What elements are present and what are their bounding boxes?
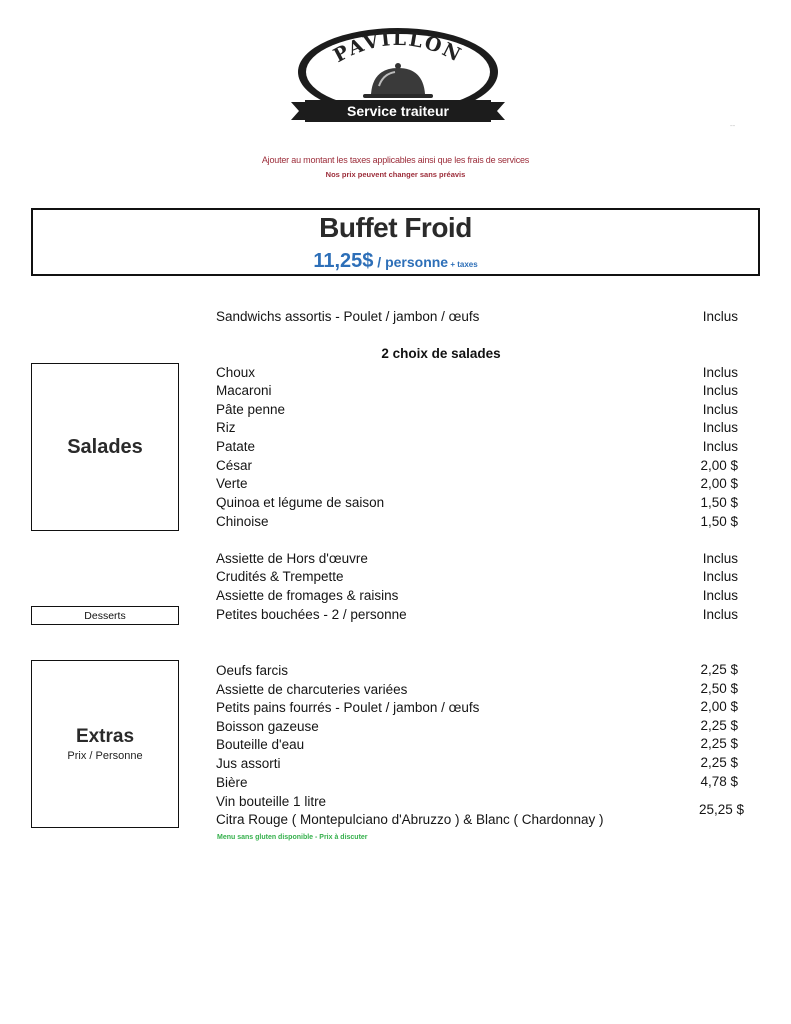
logo-service-text: Service traiteur <box>347 103 449 119</box>
extra-item: Citra Rouge ( Montepulciano d'Abruzzo ) & Blanc ( Chardonnay ) <box>216 812 604 827</box>
included-item-price: Inclus <box>702 569 738 584</box>
extras-section-box <box>31 660 179 828</box>
salad-item-price: 1,50 $ <box>700 514 738 529</box>
extra-item-price: 2,25 $ <box>700 736 738 751</box>
included-item: Assiette de Hors d'œuvre <box>216 551 368 566</box>
menu-item-price: Inclus <box>702 309 738 324</box>
salad-choice-heading: 2 choix de salades <box>381 346 501 361</box>
extra-item-price: 4,78 $ <box>700 774 738 789</box>
salad-item: Quinoa et légume de saison <box>216 495 385 510</box>
desserts-section-label: Desserts <box>84 609 126 622</box>
buffet-price-tax: + taxes <box>448 260 478 269</box>
included-item: Petites bouchées - 2 / personne <box>216 607 407 622</box>
gluten-free-footnote: Menu sans gluten disponible - Prix à discuter <box>217 834 368 841</box>
extra-item: Bouteille d'eau <box>216 737 305 752</box>
extra-item-price: 25,25 $ <box>698 802 744 817</box>
salad-item-price: Inclus <box>702 439 738 454</box>
buffet-price <box>31 250 760 273</box>
salad-item: Choux <box>216 365 256 380</box>
included-item: Crudités & Trempette <box>216 569 344 584</box>
extra-item: Jus assorti <box>216 756 281 771</box>
pavillon-logo <box>287 24 509 136</box>
page-title: Buffet Froid <box>319 212 472 243</box>
extra-item-price: 2,00 $ <box>700 699 738 714</box>
salad-item-price: Inclus <box>702 383 738 398</box>
logo-brand-text: PAVILLON <box>329 27 466 68</box>
included-item-price: Inclus <box>702 588 738 603</box>
salad-item: César <box>216 458 253 473</box>
salad-item-price: 2,00 $ <box>700 458 738 473</box>
extra-item: Assiette de charcuteries variées <box>216 682 408 697</box>
included-item: Assiette de fromages & raisins <box>216 588 399 603</box>
extra-item-price: 2,25 $ <box>700 755 738 770</box>
salad-item: Pâte penne <box>216 402 286 417</box>
price-change-notice: Nos prix peuvent changer sans préavis <box>325 170 466 179</box>
extra-item: Oeufs farcis <box>216 663 289 678</box>
extra-item-price: 2,25 $ <box>700 718 738 733</box>
extras-section-sublabel: Prix / Personne <box>67 750 143 762</box>
salad-item-price: Inclus <box>702 365 738 380</box>
salad-item-price: 1,50 $ <box>700 495 738 510</box>
scan-mark: ˉˉ <box>730 124 736 133</box>
desserts-section-box <box>31 606 179 625</box>
buffet-price-unit: / personne <box>373 254 449 270</box>
extras-section-label: Extras <box>75 726 135 747</box>
salad-item: Chinoise <box>216 514 269 529</box>
extra-item: Vin bouteille 1 litre <box>216 794 327 809</box>
salad-item: Macaroni <box>216 383 272 398</box>
salad-item-price: 2,00 $ <box>700 476 738 491</box>
salad-item-price: Inclus <box>702 420 738 435</box>
extra-item: Boisson gazeuse <box>216 719 319 734</box>
salad-item: Riz <box>216 420 236 435</box>
extra-item: Bière <box>216 775 248 790</box>
salades-section-label: Salades <box>67 435 143 458</box>
salad-item: Verte <box>216 476 248 491</box>
salad-item: Patate <box>216 439 256 454</box>
included-item-price: Inclus <box>702 607 738 622</box>
extra-item-price: 2,50 $ <box>700 681 738 696</box>
extra-item: Petits pains fourrés - Poulet / jambon / œufs <box>216 700 480 715</box>
menu-item: Sandwichs assortis - Poulet / jambon / œufs <box>216 309 480 324</box>
extra-item-price: 2,25 $ <box>700 662 738 677</box>
salad-item-price: Inclus <box>702 402 738 417</box>
salades-section-box <box>31 363 179 531</box>
tax-notice: Ajouter au montant les taxes applicables ainsi que les frais de services <box>261 155 530 165</box>
included-item-price: Inclus <box>702 551 738 566</box>
buffet-price-value: 11,25$ <box>313 250 374 272</box>
